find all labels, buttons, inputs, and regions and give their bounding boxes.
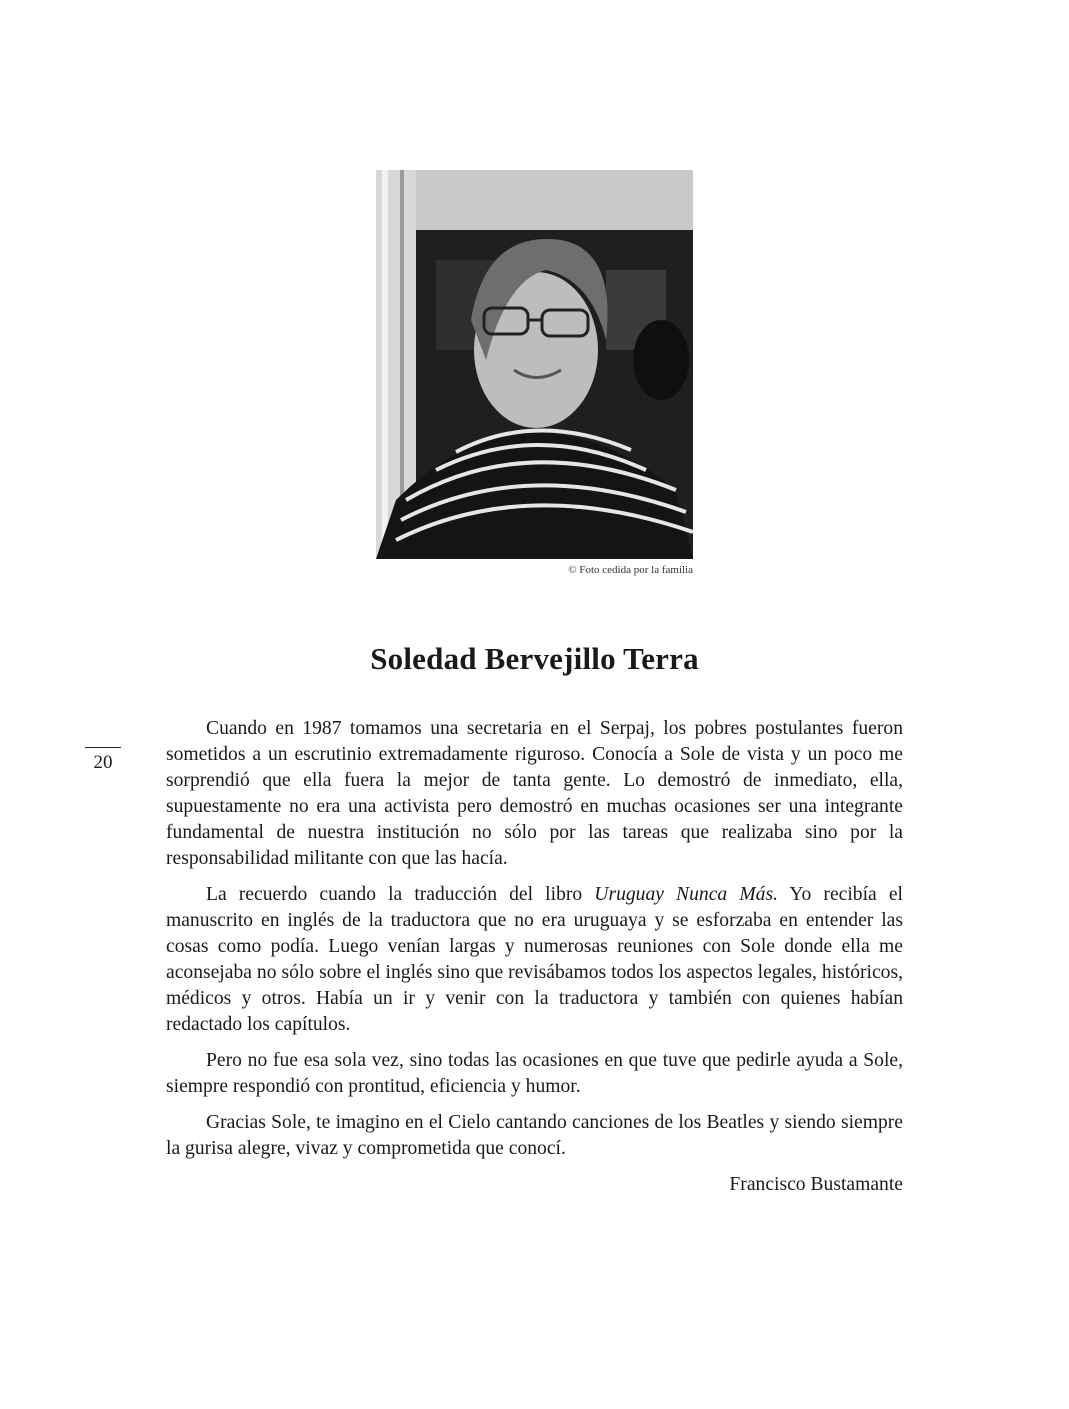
portrait-photo <box>376 170 693 559</box>
page-number: 20 <box>93 752 113 773</box>
page-number-rule <box>85 747 121 748</box>
paragraph-2 <box>166 882 903 1038</box>
paragraph-2-intro: La recuerdo cuando la traducción del libro <box>206 884 595 905</box>
paragraph-4: Gracias Sole, te imagino en el Cielo cantando canciones de los Beatles y siendo siempre la gurisa alegre, vivaz y comprometida que conocí. <box>166 1112 903 1159</box>
paragraph-2-rest: Yo recibía el manuscrito en inglés de la traductora que no era uruguaya y se esforzaba en entender las cosas como podía. Luego venían largas y numerosas reuniones con Sole donde ella me aconsejaba no sólo sobre el inglés sino que revisábamos todos los aspectos legales, históricos, médicos y otros. Había un ir y venir con la traductora y también con quienes habían redactado los capítulos. <box>166 884 903 1035</box>
portrait-illustration <box>376 170 693 559</box>
photo-credit: © Foto cedida por la familia <box>568 564 693 576</box>
article-body <box>166 716 903 1198</box>
paragraph-1: Cuando en 1987 tomamos una secretaria en el Serpaj, los pobres postulantes fueron sometidos a un escrutinio extremadamente riguroso. Conocía a Sole de vista y un poco me sorprendió que ella fuera la mejor de tanta gente. Lo demostró de inmediato, ella, supuestamente no era una activista pero demostró en muchas ocasiones ser una integrante fundamental de nuestra institución no sólo por las tareas que realizaba sino por la responsabilidad militante con que las hacía. <box>166 718 903 869</box>
page-title: Soledad Bervejillo Terra <box>370 641 699 676</box>
author-signature: Francisco Bustamante <box>729 1174 903 1195</box>
paragraph-3: Pero no fue esa sola vez, sino todas las ocasiones en que tuve que pedirle ayuda a Sole, siempre respondió con prontitud, eficiencia y humor. <box>166 1050 903 1097</box>
book-title: Uruguay Nunca Más. <box>594 884 778 905</box>
